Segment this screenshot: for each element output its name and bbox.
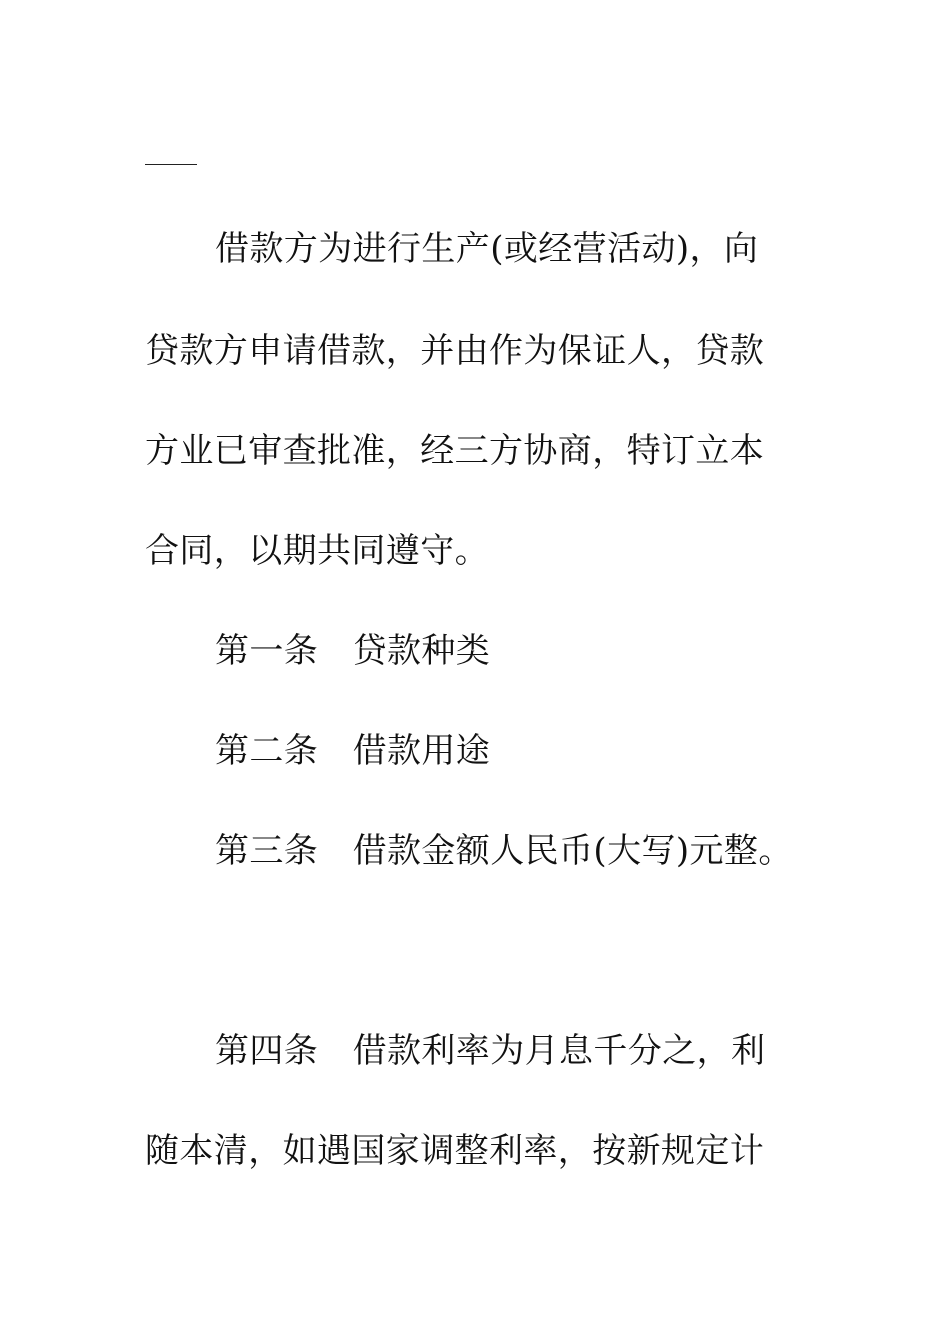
article-1: 第一条 贷款种类 xyxy=(215,631,491,671)
article-4-line-2: 随本清，如遇国家调整利率，按新规定计 xyxy=(145,1131,765,1171)
article-2: 第二条 借款用途 xyxy=(215,731,491,771)
intro-line-2: 贷款方申请借款，并由作为保证人，贷款 xyxy=(145,331,765,371)
blank-underline xyxy=(145,164,197,165)
intro-line-4: 合同，以期共同遵守。 xyxy=(145,531,489,571)
article-4-line-1: 第四条 借款利率为月息千分之，利 xyxy=(215,1031,766,1071)
article-3: 第三条 借款金额人民币(大写)元整。 xyxy=(215,831,793,871)
intro-line-3: 方业已审查批准，经三方协商，特订立本 xyxy=(145,431,765,471)
intro-line-1: 借款方为进行生产(或经营活动)，向 xyxy=(215,229,759,269)
